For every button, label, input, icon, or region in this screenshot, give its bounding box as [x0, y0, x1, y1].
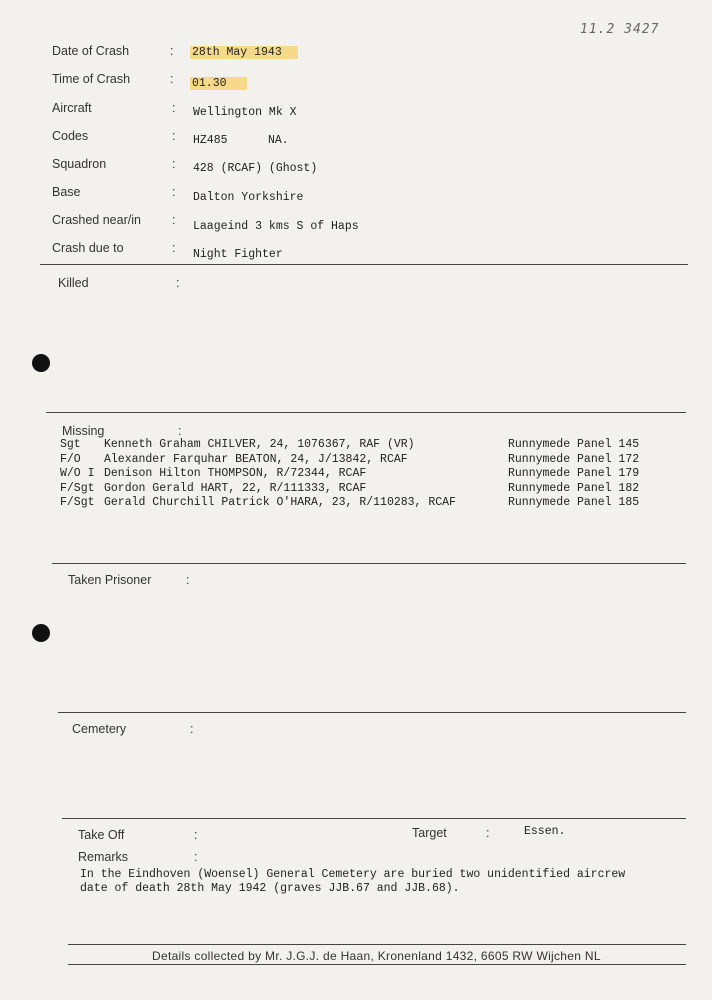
colon: :	[194, 850, 198, 864]
date-of-crash-label: Date of Crash	[52, 44, 130, 58]
divider	[46, 412, 686, 413]
squadron-label: Squadron	[52, 157, 107, 171]
taken-prisoner-label: Taken Prisoner	[68, 573, 152, 587]
missing-memorial: Runnymede Panel 172	[508, 453, 640, 466]
missing-memorial: Runnymede Panel 182	[508, 482, 640, 495]
colon: :	[170, 44, 174, 58]
colon: :	[486, 826, 490, 840]
base-value: Dalton Yorkshire	[193, 191, 304, 204]
colon: :	[172, 213, 176, 227]
colon: :	[172, 185, 176, 199]
footer-rule-bottom	[68, 964, 686, 965]
missing-memorial: Runnymede Panel 179	[508, 467, 640, 480]
target-value: Essen.	[524, 825, 566, 838]
time-highlight: 01.30	[190, 77, 247, 90]
remarks-label: Remarks	[78, 850, 129, 864]
take-off-label: Take Off	[78, 828, 125, 842]
colon: :	[186, 573, 190, 587]
time-of-crash-label: Time of Crash	[52, 72, 131, 86]
remarks-line-2: date of death 28th May 1942 (graves JJB.67 and JJB.68).	[80, 882, 460, 895]
codes-value: HZ485	[193, 134, 228, 147]
missing-person: Denison Hilton THOMPSON, R/72344, RCAF	[104, 467, 367, 480]
date-of-crash-value	[190, 46, 298, 59]
footer-rule-top	[68, 944, 686, 945]
crashed-near-value: Laageind 3 kms S of Haps	[193, 220, 359, 233]
codes-value-secondary: NA.	[268, 134, 289, 147]
colon: :	[172, 157, 176, 171]
divider	[58, 712, 686, 713]
colon: :	[176, 276, 180, 290]
squadron-value: 428 (RCAF) (Ghost)	[193, 162, 318, 175]
colon: :	[178, 424, 182, 438]
punch-hole-top	[32, 354, 50, 372]
missing-person: Gerald Churchill Patrick O'HARA, 23, R/110283, RCAF	[104, 496, 456, 509]
crash-due-to-value: Night Fighter	[193, 248, 283, 261]
missing-person: Alexander Farquhar BEATON, 24, J/13842, RCAF	[104, 453, 408, 466]
colon: :	[172, 101, 176, 115]
killed-label: Killed	[58, 276, 89, 290]
missing-rank: F/Sgt	[60, 482, 95, 495]
colon: :	[172, 129, 176, 143]
colon: :	[172, 241, 176, 255]
missing-rank: F/O	[60, 453, 81, 466]
aircraft-label: Aircraft	[52, 101, 92, 115]
colon: :	[190, 722, 194, 736]
date-highlight: 28th May 1943	[190, 46, 298, 59]
missing-rank: W/O I	[60, 467, 95, 480]
punch-hole-bottom	[32, 624, 50, 642]
target-label: Target	[412, 826, 447, 840]
remarks-line-1: In the Eindhoven (Woensel) General Cemetery are buried two unidentified aircrew	[80, 868, 626, 881]
aircraft-value: Wellington Mk X	[193, 106, 297, 119]
divider	[40, 264, 688, 265]
missing-rank: Sgt	[60, 438, 81, 451]
divider	[62, 818, 686, 819]
base-label: Base	[52, 185, 81, 199]
missing-memorial: Runnymede Panel 145	[508, 438, 640, 451]
crash-due-to-label: Crash due to	[52, 241, 124, 255]
missing-person: Kenneth Graham CHILVER, 24, 1076367, RAF (VR)	[104, 438, 415, 451]
colon: :	[170, 72, 174, 86]
crashed-near-label: Crashed near/in	[52, 213, 141, 227]
colon: :	[194, 828, 198, 842]
missing-rank: F/Sgt	[60, 496, 95, 509]
missing-memorial: Runnymede Panel 185	[508, 496, 640, 509]
footer-credit: Details collected by Mr. J.G.J. de Haan, Kronenland 1432, 6605 RW Wijchen NL	[152, 949, 601, 963]
archive-reference: 11.2 3427	[580, 22, 660, 37]
missing-label: Missing	[62, 424, 105, 438]
divider	[52, 563, 686, 564]
codes-label: Codes	[52, 129, 89, 143]
cemetery-label: Cemetery	[72, 722, 127, 736]
time-of-crash-value	[190, 77, 247, 90]
missing-person: Gordon Gerald HART, 22, R/111333, RCAF	[104, 482, 367, 495]
